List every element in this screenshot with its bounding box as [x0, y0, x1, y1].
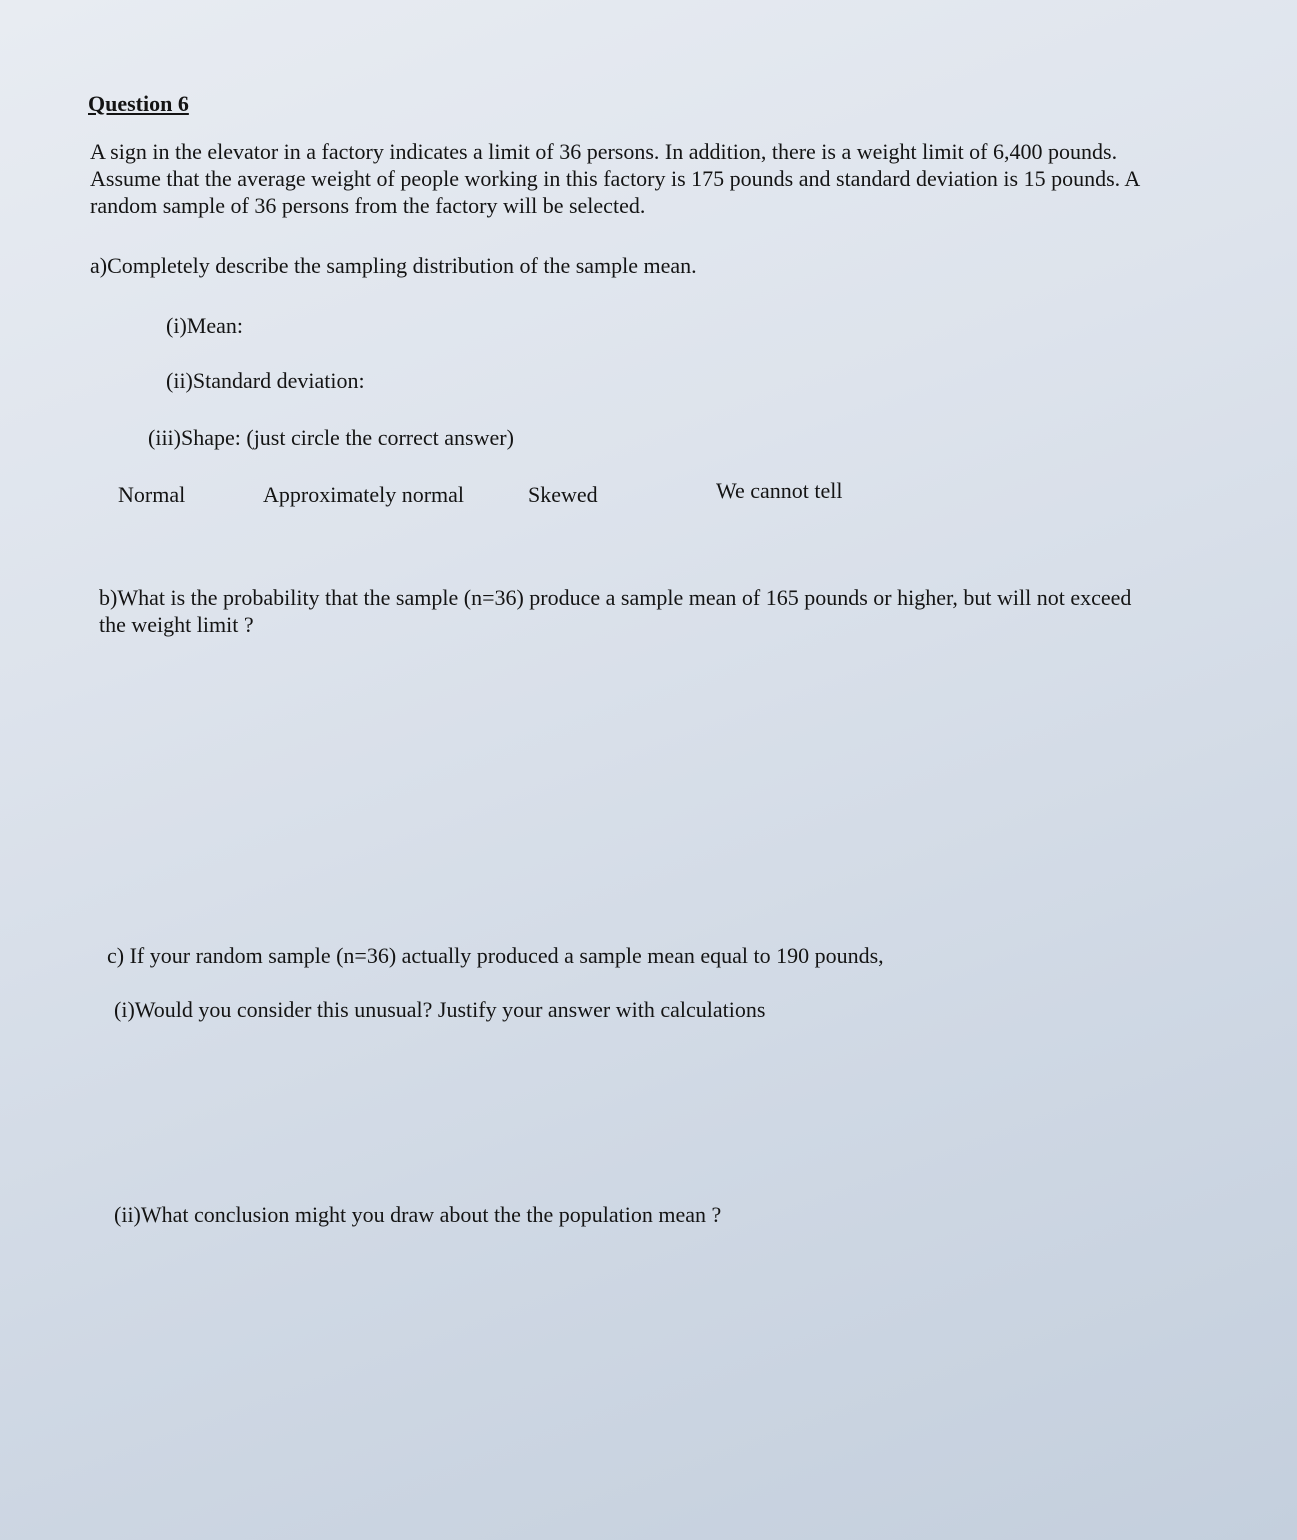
question-title: Question 6	[88, 91, 189, 116]
intro-line: A sign in the elevator in a factory indicates a limit of 36 persons. In addition, there is a weight limit of 6,400 pounds.	[90, 139, 1118, 164]
part-c-question-2: (ii)What conclusion might you draw about the the population mean ?	[114, 1202, 722, 1227]
part-a-shape-label: (iii)Shape: (just circle the correct answer)	[148, 425, 514, 450]
option-skewed[interactable]: Skewed	[528, 482, 598, 507]
part-c-question-1: (i)Would you consider this unusual? Justify your answer with calculations	[114, 997, 766, 1022]
part-a-prompt: a)Completely describe the sampling distribution of the sample mean.	[90, 253, 697, 278]
question-intro	[90, 138, 1200, 219]
option-normal[interactable]: Normal	[118, 482, 186, 507]
intro-line: Assume that the average weight of people working in this factory is 175 pounds and standard deviation is 15 pounds. A	[90, 166, 1141, 191]
part-b-prompt	[99, 584, 1131, 638]
part-b-line: b)What is the probability that the sample (n=36) produce a sample mean of 165 pounds or higher, but will not exceed	[99, 585, 1132, 610]
part-c-prompt: c) If your random sample (n=36) actually produced a sample mean equal to 190 pounds,	[107, 943, 884, 968]
part-a-sd-label: (ii)Standard deviation:	[166, 368, 365, 393]
option-approximately-normal[interactable]: Approximately normal	[263, 482, 465, 507]
option-we-cannot-tell[interactable]: We cannot tell	[716, 478, 843, 503]
intro-line: random sample of 36 persons from the factory will be selected.	[90, 193, 646, 218]
part-b-line: the weight limit ?	[99, 612, 254, 637]
part-a-mean-label: (i)Mean:	[166, 313, 243, 338]
